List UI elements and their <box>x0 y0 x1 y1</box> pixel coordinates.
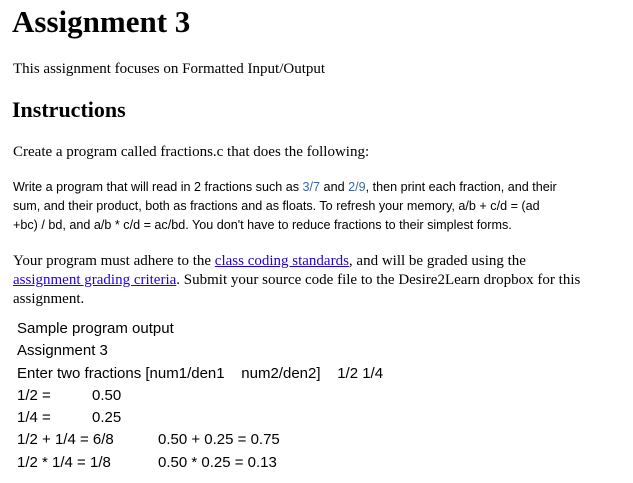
fraction-example-2: 2/9 <box>348 180 366 194</box>
description-line-3: +bc) / bd, and a/b * c/d = ac/bd. You don't have to reduce fractions to their simplest forms. <box>13 218 512 232</box>
standards-line-1: Your program must adhere to the class coding standards, and will be graded using the <box>13 253 526 269</box>
standards-line-3: assignment. <box>13 291 85 307</box>
sample-program-title: Assignment 3 <box>17 342 108 360</box>
description-line-1: Write a program that will read in 2 fractions such as 3/7 and 2/9, then print each fraction, and their <box>13 180 557 194</box>
sample-prompt: Enter two fractions [num1/den1 num2/den2] <box>17 364 321 382</box>
standards-paragraph <box>13 252 625 309</box>
sample-fraction-row: 1/4 = 0.25 <box>17 409 122 427</box>
description-line-2: sum, and their product, both as fractions and as floats. To refresh your memory, a/b + c/d = (ad <box>13 199 540 213</box>
fraction-example-1: 3/7 <box>302 180 321 194</box>
assignment-subtitle: This assignment focuses on Formatted Input/Output <box>13 61 326 77</box>
sample-sum-row: 1/2 + 1/4 = 6/8 0.50 + 0.25 = 0.75 <box>17 431 280 449</box>
instructions-heading: Instructions <box>12 97 126 122</box>
instructions-intro: Create a program called fractions.c that does the following: <box>13 144 370 160</box>
sample-output-heading: Sample program output <box>17 320 174 337</box>
program-description <box>13 178 623 235</box>
sample-output <box>17 318 383 474</box>
assignment-grading-criteria-link[interactable]: assignment grading criteria <box>13 272 177 288</box>
sample-fraction-row: 1/2 = 0.50 <box>17 386 122 404</box>
sample-user-input: 1/2 1/4 <box>337 364 384 382</box>
standards-line-2: assignment grading criteria. Submit your source code file to the Desire2Learn dropbox for this <box>13 272 581 288</box>
class-coding-standards-link[interactable]: class coding standards <box>214 253 349 269</box>
sample-product-row: 1/2 * 1/4 = 1/8 0.50 * 0.25 = 0.13 <box>17 453 277 471</box>
sample-prompt-line <box>17 363 383 385</box>
page-title: Assignment 3 <box>12 4 191 39</box>
